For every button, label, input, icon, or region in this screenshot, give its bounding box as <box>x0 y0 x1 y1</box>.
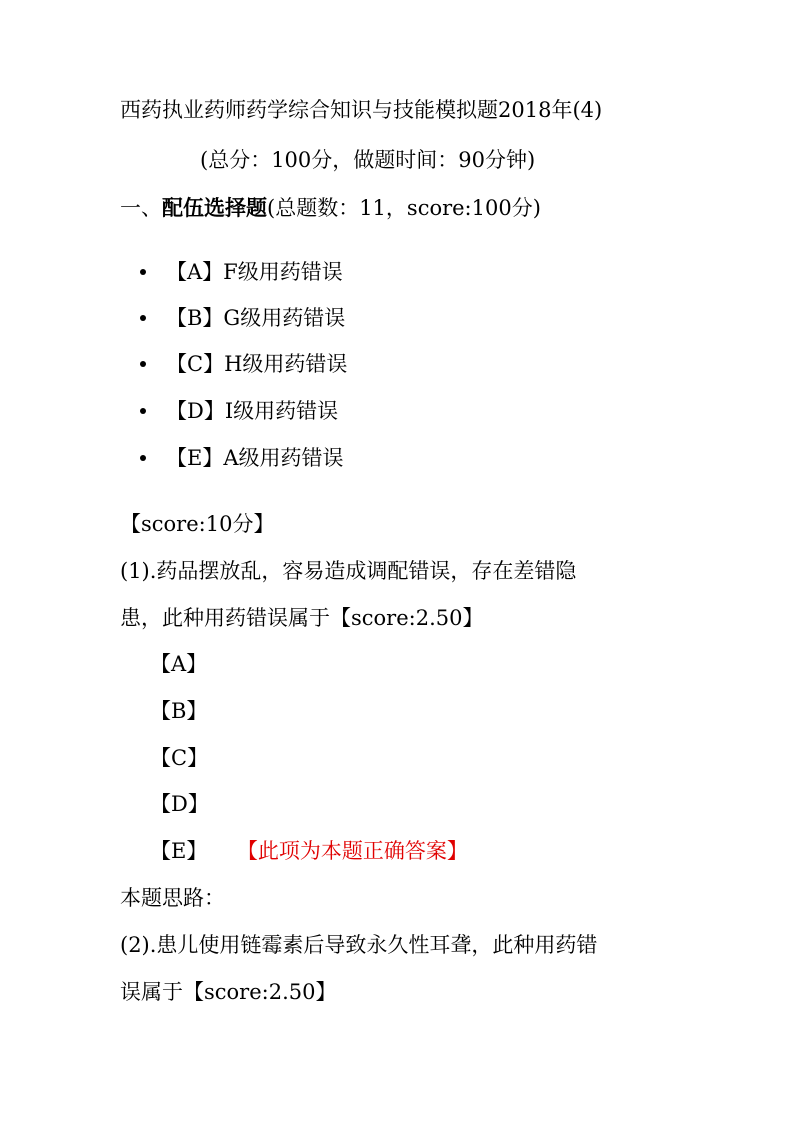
shared-option-label: 【C】H级用药错误 <box>166 352 348 376</box>
shared-option-label: 【E】A级用药错误 <box>166 446 344 470</box>
shared-option-c <box>140 350 347 378</box>
bullet-icon <box>140 455 146 461</box>
analysis-label: 本题思路： <box>120 886 225 910</box>
shared-option-d <box>140 397 338 425</box>
shared-option-label: 【D】I级用药错误 <box>166 399 339 423</box>
group-score: 【score:10分】 <box>120 512 275 536</box>
question-1-text-line1: (1).药品摆放乱，容易造成调配错误，存在差错隐 <box>120 559 577 583</box>
section-meta: (总题数：11，score:100分) <box>267 196 541 220</box>
question-1-option-c: 【C】 <box>150 746 209 770</box>
bullet-icon <box>140 361 146 367</box>
shared-option-label: 【A】F级用药错误 <box>166 260 343 284</box>
document-subtitle: (总分：100分，做题时间：90分钟) <box>200 148 536 172</box>
document-title: 西药执业药师药学综合知识与技能模拟题2018年(4) <box>120 98 603 122</box>
shared-option-a <box>140 258 343 286</box>
bullet-icon <box>140 408 146 414</box>
bullet-icon <box>140 315 146 321</box>
bullet-icon <box>140 269 146 275</box>
shared-option-e <box>140 444 344 472</box>
question-1-option-e <box>150 837 468 865</box>
question-1-option-b: 【B】 <box>150 699 208 723</box>
section-prefix: 一、 <box>120 196 162 220</box>
option-e-label: 【E】 <box>150 839 208 863</box>
shared-option-label: 【B】G级用药错误 <box>166 306 346 330</box>
question-1-text-line2: 患，此种用药错误属于【score:2.50】 <box>120 606 484 630</box>
question-2-text-line1: (2).患儿使用链霉素后导致永久性耳聋，此种用药错 <box>120 933 598 957</box>
question-2-text-line2: 误属于【score:2.50】 <box>120 980 337 1004</box>
question-1-option-a: 【A】 <box>150 652 208 676</box>
correct-answer-mark: 【此项为本题正确答案】 <box>247 839 468 863</box>
question-1-option-d: 【D】 <box>150 792 209 816</box>
section-name: 配伍选择题 <box>162 195 267 220</box>
section-heading <box>120 194 541 222</box>
shared-option-b <box>140 304 345 332</box>
